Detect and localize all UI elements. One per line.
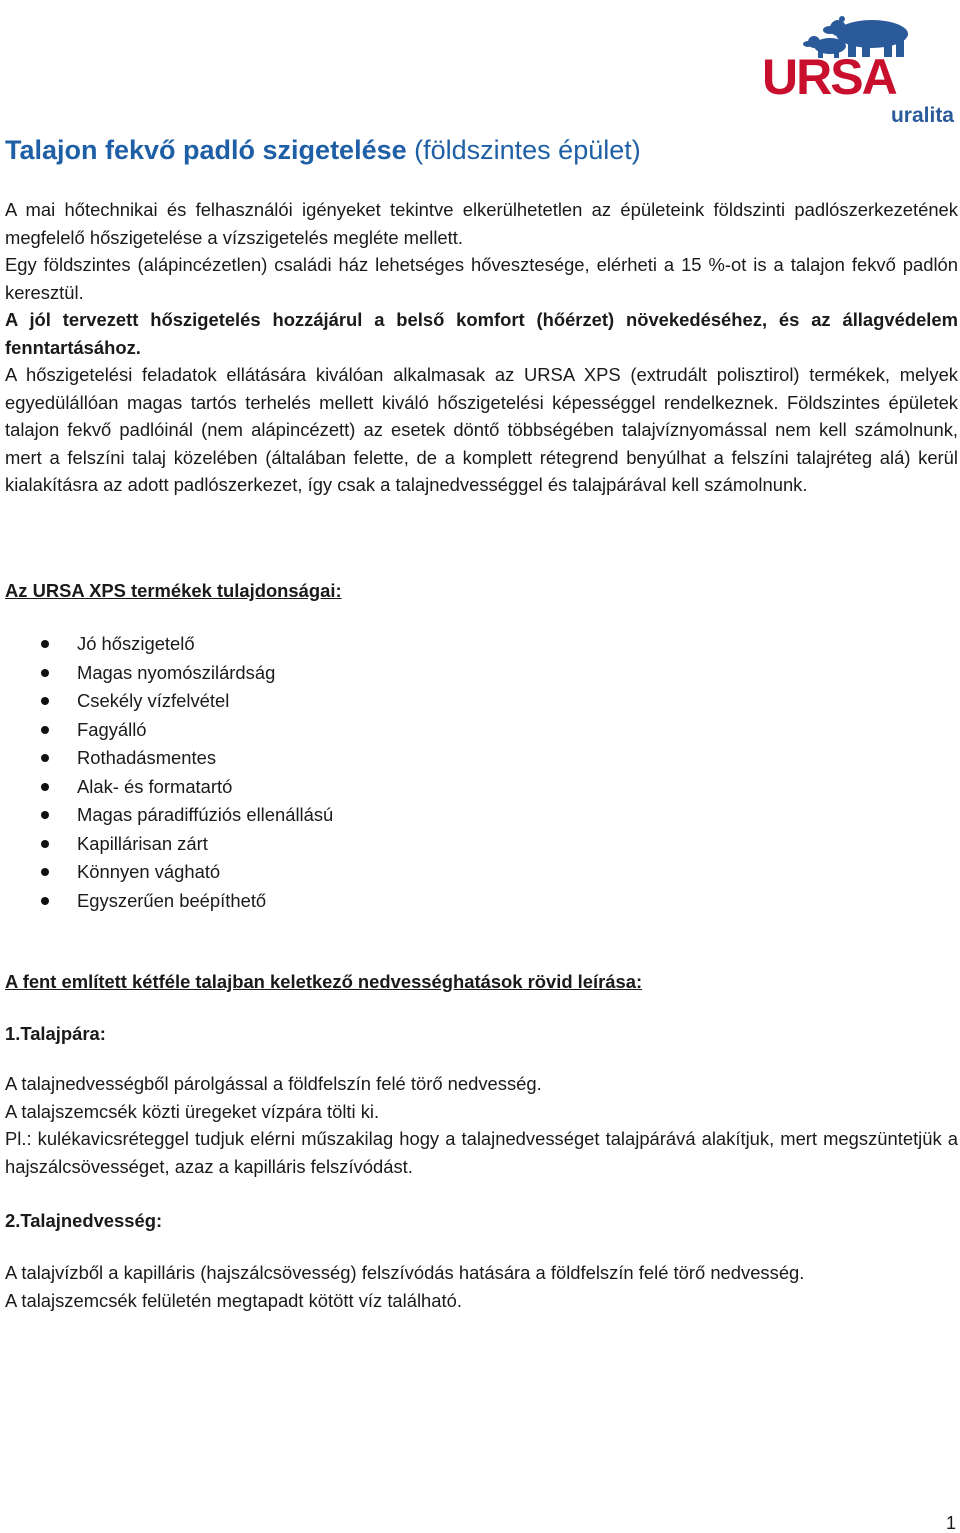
- page-title: [5, 132, 641, 168]
- talajnedvesseg-line-1: A talajvízből a kapilláris (hajszálcsövesség) felszívódás hatására a földfelszín felé törő nedvesség.: [5, 1262, 805, 1283]
- section-talajpara-body: [5, 1070, 958, 1180]
- section-label-talajnedvesseg: 2.Talajnedvesség:: [5, 1210, 163, 1231]
- list-item: Alak- és formatartó: [0, 773, 333, 802]
- intro-paragraph-3: A jól tervezett hőszigetelés hozzájárul a belső komfort (hőérzet) növekedéséhez, és az állagvédelem fenntartásához.: [5, 309, 958, 358]
- talajpara-line-1: A talajnedvességből párolgással a földfelszín felé törő nedvesség.: [5, 1073, 542, 1094]
- page-number: 1: [945, 1513, 956, 1533]
- intro-paragraph-1: A mai hőtechnikai és felhasználói igényeket tekintve elkerülhetetlen az épületeink földszinti padlószerkezetének megfelelő hőszigetelése a vízszigetelés megléte mellett.: [5, 199, 958, 248]
- list-item: Magas páradiffúziós ellenállású: [0, 801, 333, 830]
- talajpara-line-3: Pl.: kulékavicsréteggel tudjuk elérni műszakilag hogy a talajnedvességet talajpárává alakítjuk, mert megszüntetjük a hajszálcsövességet, azaz a kapilláris felszívódást.: [5, 1128, 958, 1177]
- talajpara-line-2: A talajszemcsék közti üregeket vízpára tölti ki.: [5, 1100, 380, 1122]
- intro-paragraph-4: A hőszigetelési feladatok ellátására kiválóan alkalmasak az URSA XPS (extrudált polisztirol) termékek, melyek egyedülállóan magas tartós terhelés mellett kiváló hőszigetelési képességgel rendelkeznek. Földszintes épületek talajon fekvő padlóinál (nem alápincézett) az esetek döntő többségében talajvíznyomással nem kell számolnunk, mert a felszíni talaj közelében (általában felette, de a komplett rétegrend benyúlhat a felszíni talajréteg alá) kerül kialakításra az adott padlószerkezet, így csak a talajnedvességgel és talajpárával kell számolnunk.: [5, 364, 958, 495]
- ursa-uralita-logo: [760, 4, 956, 126]
- list-item: Csekély vízfelvétel: [0, 687, 333, 716]
- list-item: Könnyen vágható: [0, 858, 333, 887]
- intro-section: [5, 196, 958, 499]
- logo-brand-text: URSA: [762, 49, 896, 105]
- list-item: Egyszerűen beépíthető: [0, 887, 333, 916]
- list-item: Kapillárisan zárt: [0, 830, 333, 859]
- talajnedvesseg-line-2: A talajszemcsék felületén megtapadt kötött víz található.: [5, 1289, 462, 1311]
- list-item: Jó hőszigetelő: [0, 630, 333, 659]
- section-talajnedvesseg-body: [5, 1259, 958, 1314]
- section-label-talajpara: 1.Talajpára:: [5, 1023, 106, 1044]
- intro-paragraph-2: Egy földszintes (alápincézetlen) családi ház lehetséges hővesztesége, elérheti a 15 %-ot is a talajon fekvő padlón keresztül.: [5, 254, 958, 303]
- properties-heading: Az URSA XPS termékek tulajdonságai:: [5, 580, 342, 601]
- logo-sub-text: uralita: [890, 104, 954, 126]
- moisture-heading: A fent említett kétféle talajban keletkező nedvességhatások rövid leírása:: [5, 971, 643, 992]
- title-sub: (földszintes épület): [406, 135, 641, 165]
- list-item: Magas nyomószilárdság: [0, 659, 333, 688]
- title-main: Talajon fekvő padló szigetelése: [5, 135, 407, 165]
- list-item: Fagyálló: [0, 716, 333, 745]
- properties-list: [0, 630, 333, 915]
- list-item: Rothadásmentes: [0, 744, 333, 773]
